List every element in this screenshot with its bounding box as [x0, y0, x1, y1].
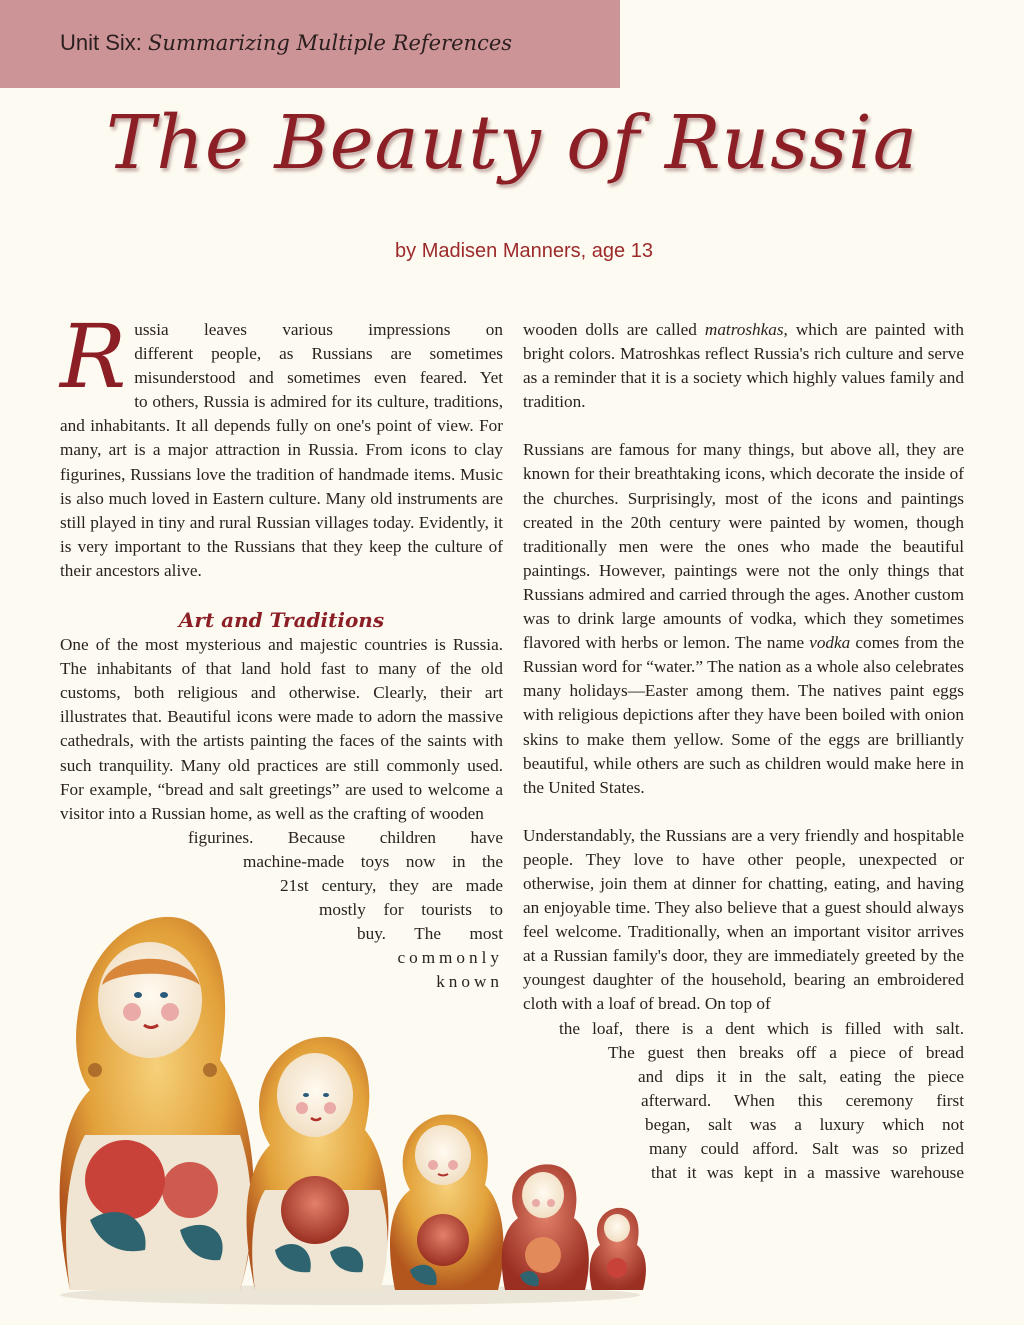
unit-heading [60, 30, 512, 56]
wrap-line-left-4: mostly for tourists to [319, 900, 503, 920]
doll-largest [60, 917, 254, 1290]
wrap-line-right-6: many could afford. Salt was so prized [649, 1139, 964, 1158]
doll-second [247, 1037, 389, 1290]
wrap-line-right-3: and dips it in the salt, eating the piece [638, 1066, 964, 1086]
matroshka-pre: wooden dolls are called [523, 320, 705, 339]
wrap-line-left-5: buy. The most [357, 924, 503, 944]
matroshka-term: matroshkas [704, 320, 784, 339]
unit-title: Summarizing Multiple References [148, 31, 513, 55]
wrap-line-right-7: that it was kept in a massive warehouse [651, 1163, 964, 1183]
intro-line-3: misunderstood and sometimes even feared. Yet [134, 368, 503, 388]
section-heading: Art and Traditions [178, 608, 385, 633]
vodka-term: vodka [809, 633, 851, 653]
icons-pre: Russians are famous for many things, but above all, they are known for their breathtaking icons, which decorate the inside of the churches. Surprisingly, most of the icons and paintings created in the 20th century were painted by women, though traditionally men were the ones who made the beautiful paintings. However, paintings were not the only things that Russians admired and carried through the ages. Another custom was to drink large amounts of vodka, which they sometimes flavored with herbs or lemon. The name [523, 440, 964, 653]
byline: by Madisen Manners, age 13 [395, 240, 653, 262]
doll-fourth [502, 1164, 589, 1290]
matroshka-post: , which are painted with bright colors. Matroshkas reflect Russia's rich culture and serve as a reminder that it is a society which highly values family and tradition. [523, 320, 964, 412]
unit-label: Unit Six: [60, 30, 142, 55]
wrap-line-left-7: known [436, 972, 503, 992]
article-title: The Beauty of Russia [106, 100, 918, 186]
icons-paragraph [523, 438, 964, 799]
wrap-line-right-2: The guest then breaks off a piece of bread [608, 1042, 964, 1062]
intro-line-1: ussia leaves various impressions on [134, 320, 503, 339]
wrap-line-left-3: 21st century, they are made [280, 875, 503, 895]
wrap-line-left-2: machine-made toys now in the [243, 851, 503, 871]
drop-cap: R [60, 305, 127, 408]
matryoshka-dolls-illustration [50, 890, 650, 1310]
wrap-line-right-1: the loaf, there is a dent which is filled with salt. [559, 1018, 964, 1038]
wrap-line-right-5: began, salt was a luxury which not [645, 1114, 964, 1134]
doll-third [390, 1114, 504, 1290]
icons-post: comes from the Russian word for “water.” The nation as a whole also celebrates many holidays—Easter among them. The natives paint eggs with religious depictions after they have been boiled with onion skins to make them yellow. Some of the eggs are brilliantly beautiful, while others are such as children would make here in the United States. [523, 633, 964, 797]
hospitality-paragraph: Understandably, the Russians are a very friendly and hospitable people. They love to have other people, unexpected or otherwise, join them at dinner for chatting, eating, and having an enjoyable time. They also believe that a guest should always feel welcome. Traditionally, when an important visitor arrives at a Russian family's door, they are immediately greeted by the youngest daughter of the household, bearing an embroidered cloth with a loaf of bread. On top of [523, 825, 964, 1014]
intro-paragraph: to others, Russia is admired for its culture, traditions, and inhabitants. It all depends fully on one's point of view. For many, art is a major attraction in Russia. From icons to clay figurines, Russians love the tradition of handmade items. Music is also much loved in Eastern culture. Many old instruments are still played in tiny and rural Russian villages today. Evidently, it is very important to the Russians that they keep the culture of their ancestors alive. [60, 392, 503, 580]
wrap-line-left-1: figurines. Because children have [188, 827, 503, 847]
matroshka-paragraph [523, 318, 964, 414]
wrap-line-left-6: commonly [397, 948, 503, 968]
wrap-line-right-4: afterward. When this ceremony first [641, 1090, 964, 1110]
art-paragraph: One of the most mysterious and majestic countries is Russia. The inhabitants of that land hold fast to many of the old customs, both religious and otherwise. Clearly, their art illustrates that. Beautiful icons were made to adorn the massive cathedrals, with the artists painting the faces of the saints with such tranquility. Many old practices are still commonly used. For example, “bread and salt greetings” are used to welcome a visitor into a Russian home, as well as the crafting of wooden [60, 635, 503, 823]
intro-line-2: different people, as Russians are sometimes [134, 344, 503, 364]
doll-smallest [590, 1208, 646, 1290]
